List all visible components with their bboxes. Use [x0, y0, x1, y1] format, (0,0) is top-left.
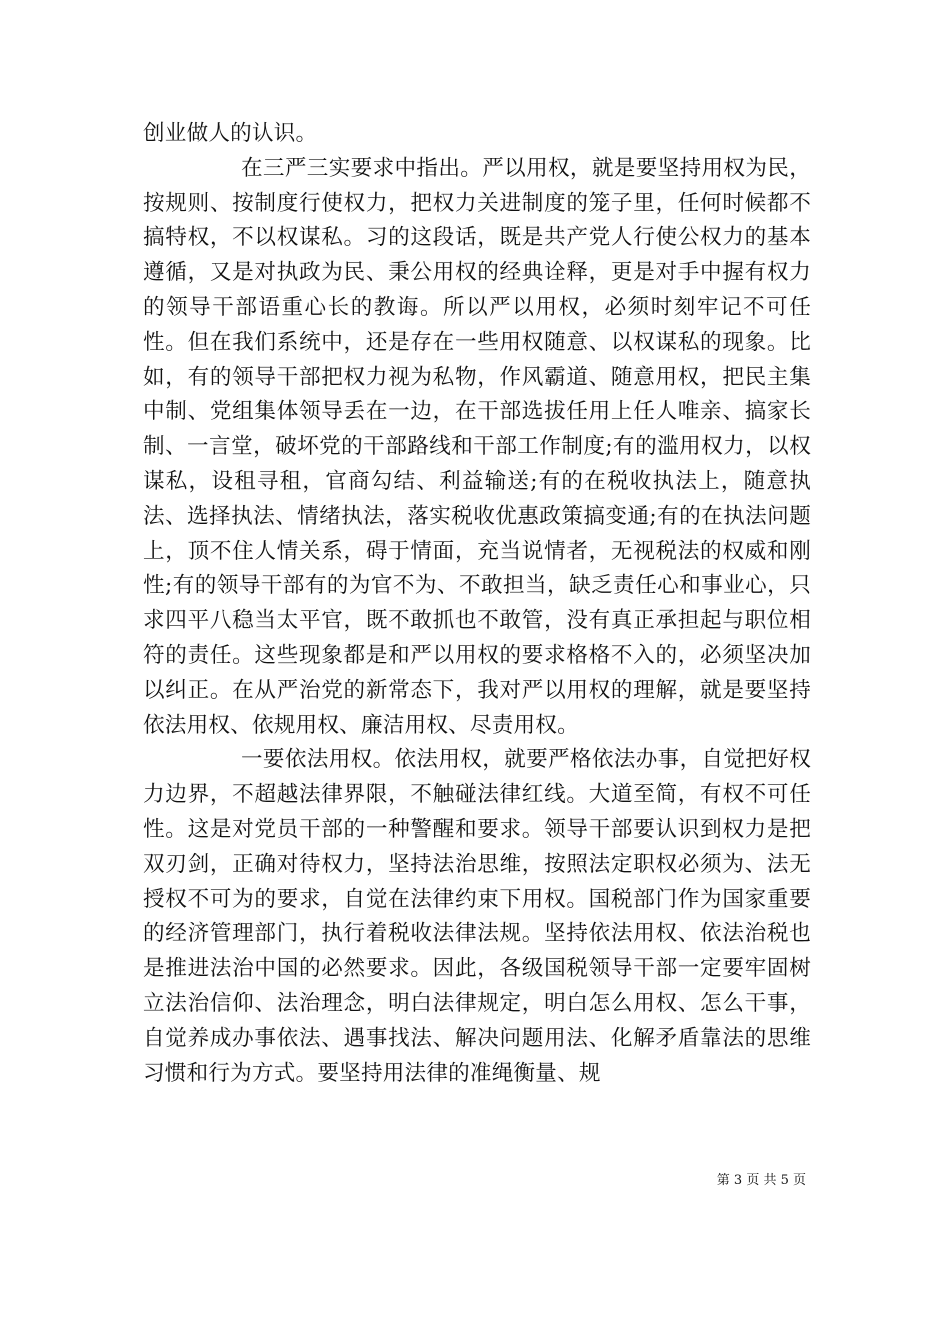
document-body [143, 117, 811, 1091]
paragraph-lawful-power: 一要依法用权。依法用权，就要严格依法办事，自觉把好权力边界，不超越法律界限，不触碰法律红线。大道至简，有权不可任性。这是对党员干部的一种警醒和要求。领导干部要认识到权力是把双刃剑，正确对待权力，坚持法治思维，按照法定职权必须为、法无授权不可为的要求，自觉在法律约束下用权。国税部门作为国家重要的经济管理部门，执行着税收法律法规。坚持依法用权、依法治税也是推进法治中国的必然要求。因此，各级国税领导干部一定要牢固树立法治信仰、法治理念，明白法律规定，明白怎么用权、怎么干事，自觉养成办事依法、遇事找法、解决问题用法、化解矛盾靠法的思维习惯和行为方式。要坚持用法律的准绳衡量、规 [143, 747, 811, 1086]
paragraph-continuation: 创业做人的认识。 [143, 121, 318, 146]
page-number-footer: 第 3 页 共 5 页 [716, 1173, 806, 1188]
paragraph-strict-power: 在三严三实要求中指出。严以用权，就是要坚持用权为民，按规则、按制度行使权力，把权力关进制度的笼子里，任何时候都不搞特权，不以权谋私。习的这段话，既是共产党人行使公权力的基本遵循，又是对执政为民、秉公用权的经典诠释，更是对手中握有权力的领导干部语重心长的教诲。所以严以用权，必须时刻牢记不可任性。但在我们系统中，还是存在一些用权随意、以权谋私的现象。比如，有的领导干部把权力视为私物，作风霸道、随意用权，把民主集中制、党组集体领导丢在一边，在干部选拔任用上任人唯亲、搞家长制、一言堂，破坏党的干部路线和干部工作制度;有的滥用权力，以权谋私，设租寻租，官商勾结、利益输送;有的在税收执法上，随意执法、选择执法、情绪执法，落实税收优惠政策搞变通;有的在执法问题上，顶不住人情关系，碍于情面，充当说情者，无视税法的权威和刚性;有的领导干部有的为官不为、不敢担当，缺乏责任心和事业心，只求四平八稳当太平官，既不敢抓也不敢管，没有真正承担起与职位相符的责任。这些现象都是和严以用权的要求格格不入的，必须坚决加以纠正。在从严治党的新常态下，我对严以用权的理解，就是要坚持依法用权、依规用权、廉洁用权、尽责用权。 [143, 155, 811, 738]
